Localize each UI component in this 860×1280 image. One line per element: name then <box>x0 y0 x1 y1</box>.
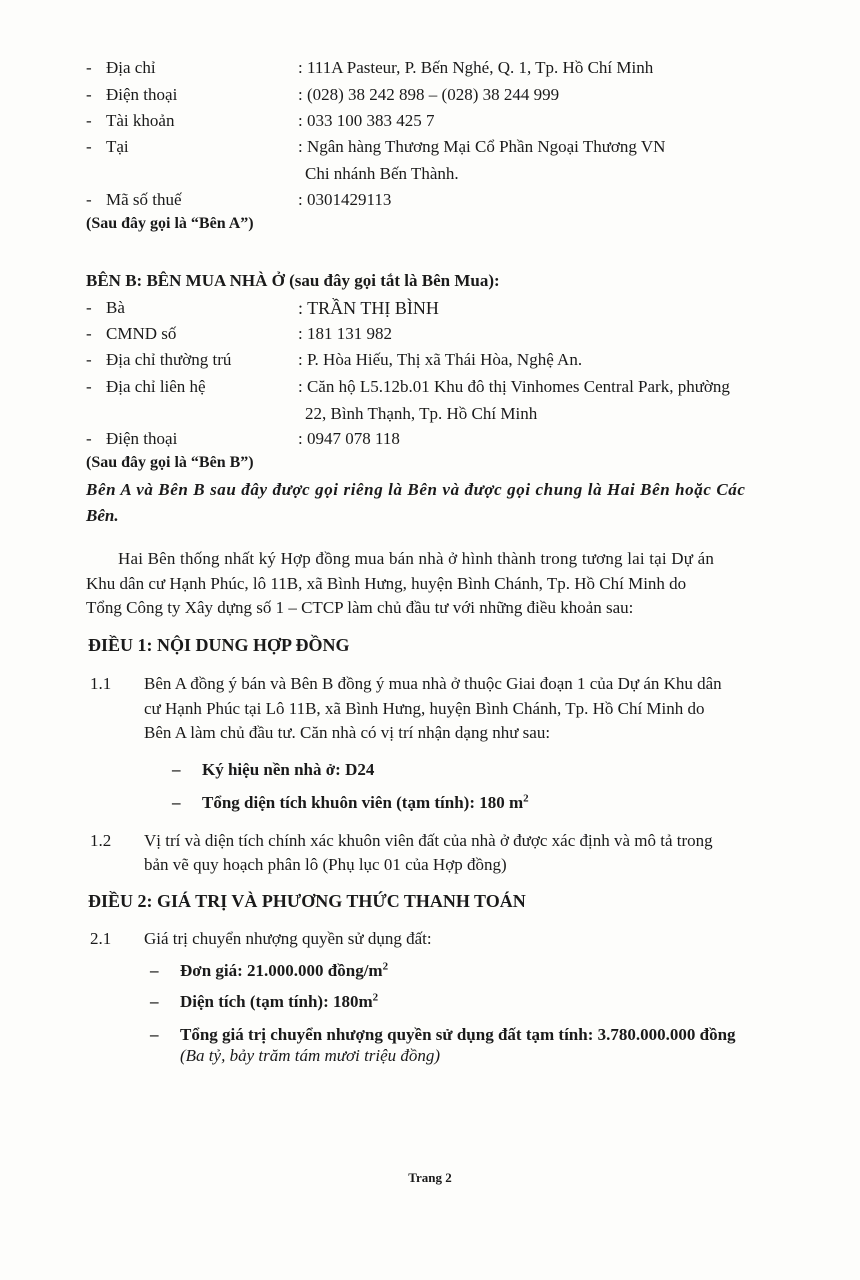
party-a-closing: (Sau đây gọi là “Bên A”) <box>86 215 254 232</box>
row-value: : 0301429113 <box>298 190 392 209</box>
party-b-heading: BÊN B: BÊN MUA NHÀ Ở (sau đây gọi tắt là Bên Mua): <box>86 271 500 290</box>
parties-note-line1: Bên A và Bên B sau đây được gọi riêng là Bên và được gọi chung là Hai Bên hoặc Các <box>86 480 746 499</box>
party-b-name-row <box>86 298 806 324</box>
row-label: Mã số thuế <box>106 190 182 209</box>
row-value: : Ngân hàng Thương Mại Cổ Phần Ngoại Thương VN <box>298 137 666 156</box>
clause-1-1-line1: Bên A đồng ý bán và Bên B đồng ý mua nhà ở thuộc Giai đoạn 1 của Dự án Khu dân <box>144 674 722 693</box>
party-a-address-row <box>86 58 806 84</box>
row-value: : 033 100 383 425 7 <box>298 111 435 130</box>
clause-1-2-number: 1.2 <box>90 831 112 850</box>
party-a-bank-row <box>86 137 806 163</box>
row-label: Địa chỉ liên hệ <box>106 377 206 396</box>
bullet-text-main: Đơn giá: 21.000.000 đồng/m <box>180 961 383 980</box>
clause-1-1-line2: cư Hạnh Phúc tại Lô 11B, xã Bình Hưng, huyện Bình Chánh, Tp. Hồ Chí Minh do <box>144 699 705 718</box>
intro-line2: Khu dân cư Hạnh Phúc, lô 11B, xã Bình Hưng, huyện Bình Chánh, Tp. Hồ Chí Minh do <box>86 574 687 593</box>
row-dash: - <box>86 85 92 104</box>
total-value-in-words: (Ba tỷ, bảy trăm tám mươi triệu đồng) <box>180 1046 441 1065</box>
row-label: Bà <box>106 298 125 317</box>
party-b-permanent-address-row <box>86 350 806 376</box>
clause-2-1-text: Giá trị chuyển nhượng quyền sử dụng đất: <box>144 929 432 948</box>
bullet-text: Tổng giá trị chuyển nhượng quyền sử dụng đất tạm tính: 3.780.000.000 đồng <box>180 1025 736 1044</box>
row-label: Điện thoại <box>106 429 178 448</box>
clause-1-1-number: 1.1 <box>90 674 112 693</box>
article-1-heading: ĐIỀU 1: NỘI DUNG HỢP ĐỒNG <box>88 635 350 655</box>
party-b-id-row <box>86 324 806 350</box>
superscript-2: 2 <box>523 792 529 805</box>
article-2-heading: ĐIỀU 2: GIÁ TRỊ VÀ PHƯƠNG THỨC THANH TOÁN <box>88 891 526 911</box>
party-a-phone-row <box>86 85 806 111</box>
party-b-contact-address-row <box>86 377 806 403</box>
bullet-dash: – <box>150 1025 159 1044</box>
row-dash: - <box>86 190 92 209</box>
row-value: : 111A Pasteur, P. Bến Nghé, Q. 1, Tp. Hồ Chí Minh <box>298 58 654 77</box>
clause-1-1-line3: Bên A làm chủ đầu tư. Căn nhà có vị trí nhận dạng như sau: <box>144 723 551 742</box>
row-dash: - <box>86 377 92 396</box>
row-value: : 0947 078 118 <box>298 429 400 448</box>
row-label: Tài khoản <box>106 111 175 130</box>
party-a-tax-row <box>86 190 806 216</box>
bullet-text <box>180 961 388 981</box>
row-dash: - <box>86 111 92 130</box>
bullet-dash: – <box>172 760 181 779</box>
row-value: : Căn hộ L5.12b.01 Khu đô thị Vinhomes Central Park, phường <box>298 377 730 396</box>
party-b-phone-row <box>86 429 806 455</box>
clause-1-2-line2: bản vẽ quy hoạch phân lô (Phụ lục 01 của Hợp đồng) <box>144 855 507 874</box>
row-dash: - <box>86 350 92 369</box>
bullet-text <box>180 992 378 1012</box>
bullet-dash: – <box>150 992 159 1011</box>
row-value: : TRẦN THỊ BÌNH <box>298 298 439 318</box>
bullet-text <box>202 793 529 813</box>
row-dash: - <box>86 137 92 156</box>
party-b-address-cont: 22, Bình Thạnh, Tp. Hồ Chí Minh <box>305 404 538 423</box>
bullet-text-main: Tổng diện tích khuôn viên (tạm tính): 180 m <box>202 793 524 812</box>
intro-line1: Hai Bên thống nhất ký Hợp đồng mua bán nhà ở hình thành trong tương lai tại Dự án <box>118 549 715 568</box>
intro-line3: Tổng Công ty Xây dựng số 1 – CTCP làm chủ đầu tư với những điều khoản sau: <box>86 598 634 617</box>
bullet-dash: – <box>150 961 159 980</box>
row-label: Địa chỉ <box>106 58 156 77</box>
superscript-2: 2 <box>382 960 389 973</box>
row-dash: - <box>86 298 92 317</box>
clause-2-1-number: 2.1 <box>90 929 112 948</box>
party-b-closing: (Sau đây gọi là “Bên B”) <box>86 454 254 471</box>
row-label: Địa chỉ thường trú <box>106 350 232 369</box>
row-label: Điện thoại <box>106 85 178 104</box>
row-value: : 181 131 982 <box>298 324 392 343</box>
row-label: CMND số <box>106 324 177 343</box>
party-a-bank-branch: Chi nhánh Bến Thành. <box>305 164 459 183</box>
parties-note-line2: Bên. <box>86 506 119 525</box>
bullet-text-main: Diện tích (tạm tính): 180m <box>180 992 373 1011</box>
row-label: Tại <box>106 137 129 156</box>
row-dash: - <box>86 324 92 343</box>
row-dash: - <box>86 429 92 448</box>
superscript-2: 2 <box>372 991 379 1004</box>
row-value: : P. Hòa Hiếu, Thị xã Thái Hòa, Nghệ An. <box>298 350 583 369</box>
page-number: Trang 2 <box>408 1170 452 1185</box>
clause-1-2-line1: Vị trí và diện tích chính xác khuôn viên đất của nhà ở được xác định và mô tả trong <box>144 831 713 850</box>
row-dash: - <box>86 58 92 77</box>
bullet-dash: – <box>172 793 181 812</box>
party-a-account-row <box>86 111 806 137</box>
row-value: : (028) 38 242 898 – (028) 38 244 999 <box>298 85 560 104</box>
bullet-text: Ký hiệu nền nhà ở: D24 <box>202 760 375 779</box>
